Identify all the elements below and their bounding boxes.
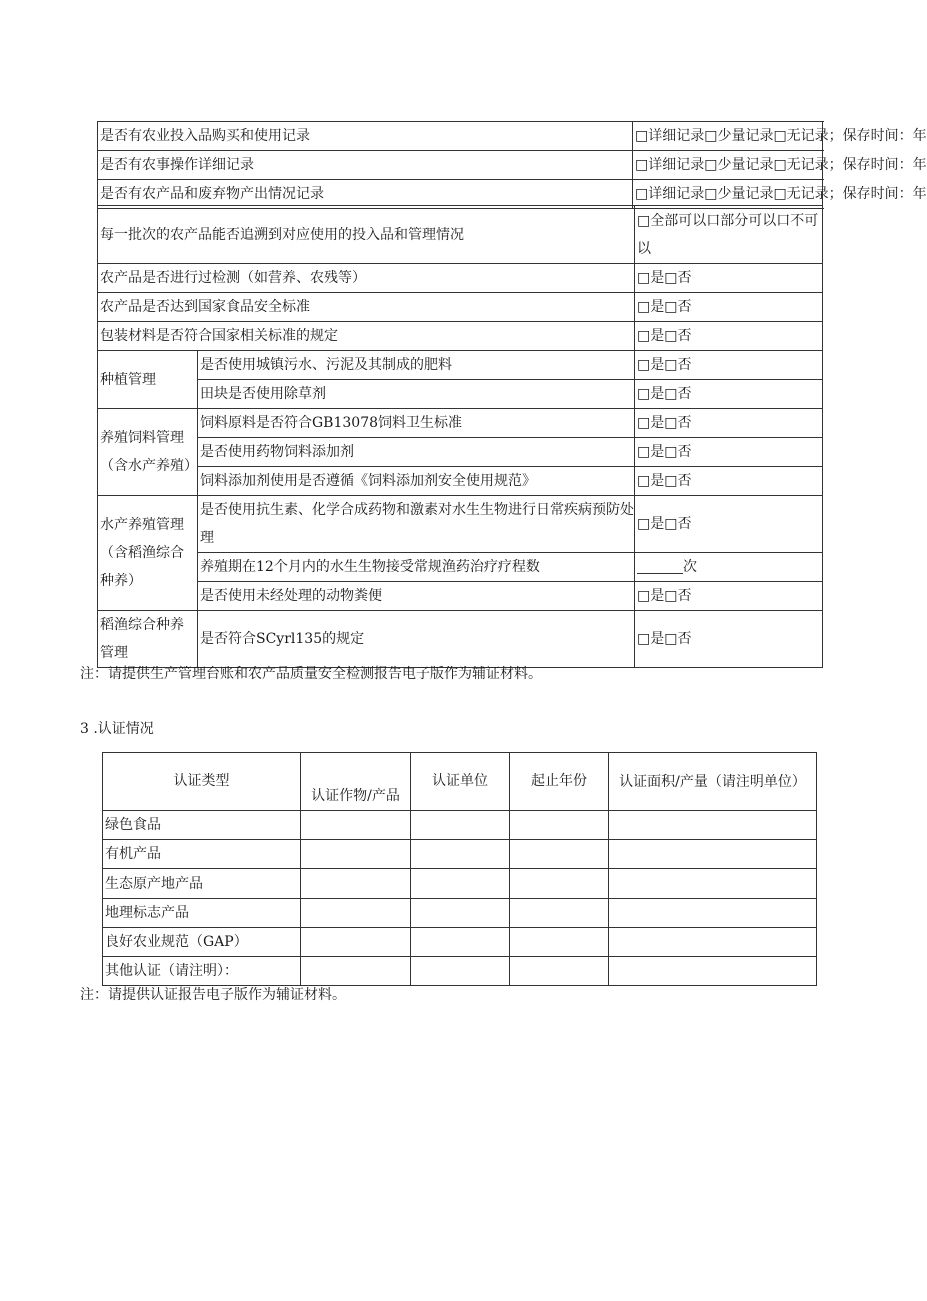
question-cell: 农产品是否进行过检测（如营养、农残等） (98, 264, 635, 293)
note-2: 注：请提供认证报告电子版作为辅证材料。 (80, 987, 346, 1003)
table-row (103, 869, 817, 899)
answer-cell[interactable]: □是□否 (635, 380, 823, 409)
question-cell: 田块是否使用除草剂 (198, 380, 635, 409)
question-cell: 养殖期在12个月内的水生生物接受常规渔药治疗疗程数 (198, 553, 635, 582)
cert-type-cell: 生态原产地产品 (103, 869, 301, 899)
input-cell[interactable] (510, 957, 609, 986)
table-row (103, 957, 817, 986)
question-cell: 是否有农业投入品购买和使用记录 (98, 122, 633, 151)
input-cell[interactable] (411, 811, 510, 840)
input-cell[interactable] (510, 840, 609, 869)
table-row (98, 293, 823, 322)
rice-label: 稻渔综合种养管理 (98, 611, 198, 668)
answer-cell[interactable]: □是□否 (635, 582, 823, 611)
table-header-row (103, 753, 817, 811)
input-cell[interactable] (510, 928, 609, 957)
cert-type-cell: 地理标志产品 (103, 899, 301, 928)
input-cell[interactable] (301, 811, 411, 840)
question-cell: 是否有农事操作详细记录 (98, 151, 633, 180)
cert-type-cell: 有机产品 (103, 840, 301, 869)
input-cell[interactable] (609, 928, 817, 957)
answer-cell[interactable]: □详细记录□少量记录□无记录；保存时间：年 (633, 122, 823, 151)
question-cell: 是否使用药物饲料添加剂 (198, 438, 635, 467)
trace-answer[interactable]: □全部可以口部分可以口不可以 (635, 206, 823, 264)
input-cell[interactable] (510, 869, 609, 899)
table-row (98, 322, 823, 351)
answer-cell[interactable]: □是□否 (635, 264, 823, 293)
header-cert-product: 认证作物/产品 (301, 753, 411, 811)
times-unit: 次 (683, 559, 697, 575)
question-cell: 饲料添加剂使用是否遵循《饲料添加剂安全使用规范》 (198, 467, 635, 496)
table-row (103, 928, 817, 957)
management-table (97, 121, 927, 209)
aqua-label: 水产养殖管理（含稻渔综合种养） (98, 496, 198, 611)
input-cell[interactable] (411, 957, 510, 986)
input-cell[interactable] (301, 869, 411, 899)
question-cell: 是否使用抗生素、化学合成药物和激素对水生生物进行日常疾病预防处理 (198, 496, 635, 553)
answer-cell[interactable]: □是□否 (635, 467, 823, 496)
header-cert-area: 认证面积/产量（请注明单位） (609, 753, 817, 811)
input-cell[interactable] (411, 840, 510, 869)
table-row (98, 409, 823, 438)
table-row (103, 811, 817, 840)
input-cell[interactable] (609, 840, 817, 869)
table-row (98, 611, 823, 668)
trace-question: 每一批次的农产品能否追溯到对应使用的投入品和管理情况 (98, 206, 635, 264)
answer-cell[interactable]: □详细记录□少量记录□无记录；保存时间：年 (633, 151, 823, 180)
table-row (98, 553, 823, 582)
table-row (98, 582, 823, 611)
answer-cell[interactable]: □是□否 (635, 611, 823, 668)
input-cell[interactable] (609, 869, 817, 899)
header-cert-unit: 认证单位 (411, 753, 510, 811)
input-cell[interactable] (609, 811, 817, 840)
answer-cell[interactable]: □详细记录□少量记录□无记录；保存时间：年 (633, 180, 823, 209)
answer-cell[interactable]: □是□否 (635, 409, 823, 438)
question-cell: 是否符合SCyrl135的规定 (198, 611, 635, 668)
question-cell: 饲料原料是否符合GB13078饲料卫生标准 (198, 409, 635, 438)
input-cell[interactable] (301, 899, 411, 928)
table-row (103, 899, 817, 928)
answer-cell[interactable] (635, 553, 823, 582)
table-row (98, 206, 823, 264)
table-row (98, 496, 823, 553)
cert-type-cell: 良好农业规范（GAP） (103, 928, 301, 957)
management-table-lower (97, 205, 823, 668)
input-cell[interactable] (411, 928, 510, 957)
answer-cell[interactable]: □是□否 (635, 496, 823, 553)
planting-label: 种植管理 (98, 351, 198, 409)
answer-cell[interactable]: □是□否 (635, 438, 823, 467)
table-row (103, 840, 817, 869)
table-row (98, 438, 823, 467)
input-cell[interactable] (301, 928, 411, 957)
answer-cell[interactable]: □是□否 (635, 293, 823, 322)
question-cell: 是否使用城镇污水、污泥及其制成的肥料 (198, 351, 635, 380)
input-cell[interactable] (510, 811, 609, 840)
header-cert-type: 认证类型 (103, 753, 301, 811)
certification-table (102, 752, 817, 986)
table-row (98, 122, 823, 151)
input-cell[interactable] (411, 899, 510, 928)
table-row (98, 380, 823, 409)
header-cert-years: 起止年份 (510, 753, 609, 811)
input-cell[interactable] (301, 957, 411, 986)
input-cell[interactable] (609, 899, 817, 928)
question-cell: 包装材料是否符合国家相关标准的规定 (98, 322, 635, 351)
input-cell[interactable] (609, 957, 817, 986)
input-cell[interactable] (510, 899, 609, 928)
table-row (98, 351, 823, 380)
cert-type-cell: 绿色食品 (103, 811, 301, 840)
question-cell: 农产品是否达到国家食品安全标准 (98, 293, 635, 322)
input-cell[interactable] (411, 869, 510, 899)
answer-cell[interactable]: □是□否 (635, 351, 823, 380)
answer-cell[interactable]: □是□否 (635, 322, 823, 351)
section-title: 3 .认证情况 (80, 721, 154, 737)
table-row (98, 151, 823, 180)
feed-label: 养殖饲料管理（含水产养殖） (98, 409, 198, 496)
blank-line (637, 557, 683, 574)
table-row (98, 467, 823, 496)
input-cell[interactable] (301, 840, 411, 869)
question-cell: 是否有农产品和废弃物产出情况记录 (98, 180, 633, 209)
cert-type-cell: 其他认证（请注明）： (103, 957, 301, 986)
note-1: 注：请提供生产管理台账和农产品质量安全检测报告电子版作为辅证材料。 (80, 666, 542, 682)
question-cell: 是否使用未经处理的动物粪便 (198, 582, 635, 611)
table-row (98, 264, 823, 293)
